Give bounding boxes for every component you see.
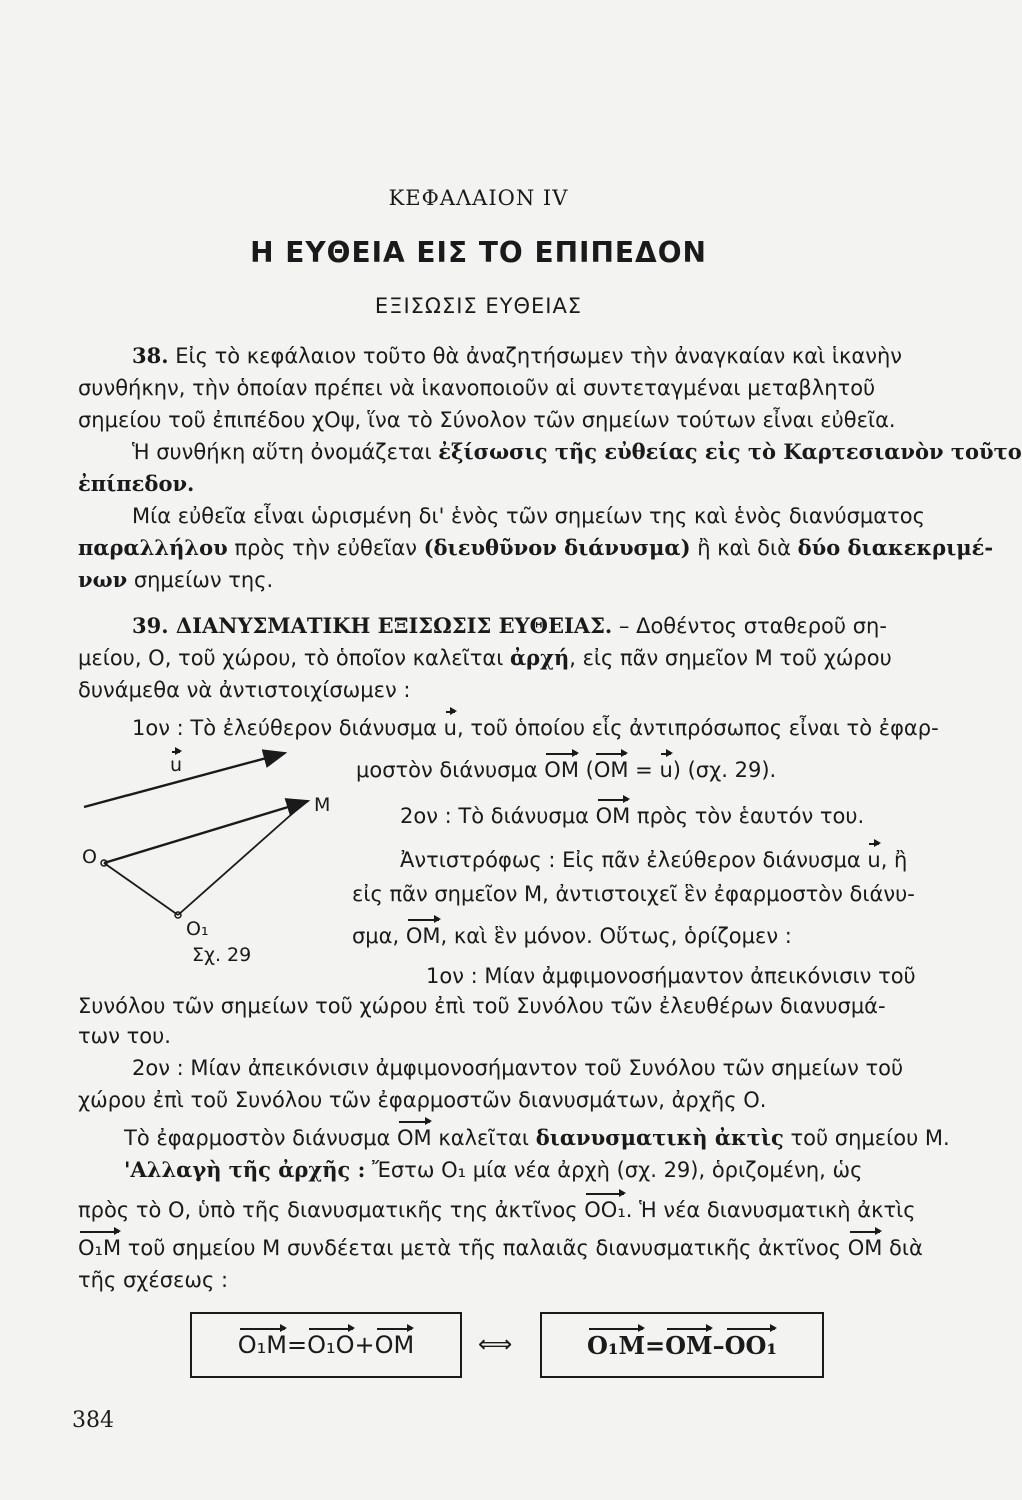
s39-line-9: σμα, OM, καὶ ἓν μόνον. Οὕτως, ὁρίζομεν : [352,924,792,948]
s39-line-18: O₁M τοῦ σημείου Μ συνδέεται μετὰ τῆς παλαιᾶς διανυσματικῆς ἀκτῖνος OM διὰ [78,1236,923,1260]
page-title: Η ΕΥΘΕΙΑ ΕΙΣ ΤΟ ΕΠΙΠΕΔΟΝ [250,236,707,269]
figure-caption: Σχ. 29 [192,944,252,966]
s38-line-1: 38. Εἰς τὸ κεφάλαιον τοῦτο θὰ ἀναζητήσωμεν τὴν ἀναγκαίαν καὶ ἱκανὴν [132,343,902,368]
vector-OM-arrow [104,801,308,863]
s39-line-16: 'Αλλαγὴ τῆς ἀρχῆς : Ἔστω Ο₁ μία νέα ἀρχὴ (σχ. 29), ὁριζομένη, ὡς [124,1157,863,1182]
s38-line-7: παραλλήλου πρὸς τὴν εὐθεῖαν (διευθῦνον διάνυσμα) ἢ καὶ διὰ δύο διακεκριμέ- [78,535,994,560]
s38-line-3: σημείου τοῦ ἐπιπέδου χΟψ, ἵνα τὸ Σύνολον τῶν σημείων τούτων εἶναι εὐθεῖα. [78,408,896,432]
s39-line-6: 2ον : Τὸ διάνυσμα OM πρὸς τὸν ἑαυτόν του. [400,804,865,828]
figure-label-O1: O₁ [186,918,209,940]
figure-29 [80,745,350,975]
s39-line-8: εἰς πᾶν σημεῖον Μ, ἀντιστοιχεῖ ἓν ἐφαρμοστὸν διάνυ- [352,882,915,906]
s39-line-2: μείου, Ο, τοῦ χώρου, τὸ ὁποῖον καλεῖται ἀρχή, εἰς πᾶν σημεῖον Μ τοῦ χώρου [78,645,892,670]
s39-line-19: τῆς σχέσεως : [78,1268,229,1292]
page-number: 384 [72,1408,114,1433]
s39-line-11: Συνόλου τῶν σημείων τοῦ χώρου ἐπὶ τοῦ Συνόλου τῶν ἐλευθέρων διανυσμά- [78,994,886,1018]
s38-line-4: Ἡ συνθήκη αὕτη ὀνομάζεται ἐξίσωσις τῆς εὐθείας εἰς τὸ Καρτεσιανὸν τοῦτο [132,439,1022,464]
equivalence-arrow: ⟺ [478,1330,513,1358]
s38-line-5: ἐπίπεδον. [78,471,195,496]
formula-box-2: O₁M = OM – OO₁ [540,1312,824,1378]
section-subtitle: ΕΞΙΣΩΣΙΣ ΕΥΘΕΙΑΣ [374,294,583,318]
figure-label-M: M [314,794,331,816]
s39-line-14: χώρου ἐπὶ τοῦ Συνόλου τῶν ἐφαρμοστῶν διανυσμάτων, ἀρχῆς Ο. [78,1088,767,1112]
s39-line-4: 1ον : Τὸ ἐλεύθερον διάνυσμα u, τοῦ ὁποίου εἷς ἀντιπρόσωπος εἶναι τὸ ἐφαρ- [132,716,939,740]
s39-line-10: 1ον : Μίαν ἀμφιμονοσήμαντον ἀπεικόνισιν τοῦ [426,964,916,988]
formula-box-1: O₁M = O₁O + OM [190,1312,462,1378]
segment-O-O1 [104,863,178,915]
s39-line-12: των του. [78,1024,171,1048]
s38-line-6: Μία εὐθεῖα εἶναι ὡρισμένη δι' ἑνὸς τῶν σημείων της καὶ ἑνὸς διανύσματος [132,504,925,528]
figure-label-u: u [170,754,183,776]
s39-line-15: Τὸ ἐφαρμοστὸν διάνυσμα OM καλεῖται διανυσματικὴ ἀκτὶς τοῦ σημείου Μ. [124,1125,950,1150]
chapter-heading: ΚΕΦΑΛΑΙΟΝ IV [388,186,569,210]
s39-line-5: μοστὸν διάνυσμα OM (OM = u) (σχ. 29). [356,758,777,782]
figure-label-O: O [82,846,97,868]
s38-line-2: συνθήκην, τὴν ὁποίαν πρέπει νὰ ἱκανοποιοῦν αἱ συντεταγμέναι μεταβλητοῦ [78,376,876,400]
s39-line-13: 2ον : Μίαν ἀπεικόνισιν ἀμφιμονοσήμαντον τοῦ Συνόλου τῶν σημείων τοῦ [132,1056,904,1080]
vector-u-arrow [84,753,285,807]
s39-line-7: Ἀντιστρόφως : Εἰς πᾶν ἐλεύθερον διάνυσμα u, ἢ [400,848,908,872]
s39-line-3: δυνάμεθα νὰ ἀντιστοιχίσωμεν : [78,678,411,702]
s39-line-1: 39. ΔΙΑΝΥΣΜΑΤΙΚΗ ΕΞΙΣΩΣΙΣ ΕΥΘΕΙΑΣ. – Δοθέντος σταθεροῦ ση- [132,613,887,638]
s39-line-17: πρὸς τὸ Ο, ὑπὸ τῆς διανυσματικῆς της ἀκτῖνος OO₁. Ἡ νέα διανυσματικὴ ἀκτὶς [78,1198,916,1222]
s38-line-8: νων σημείων της. [78,567,274,592]
